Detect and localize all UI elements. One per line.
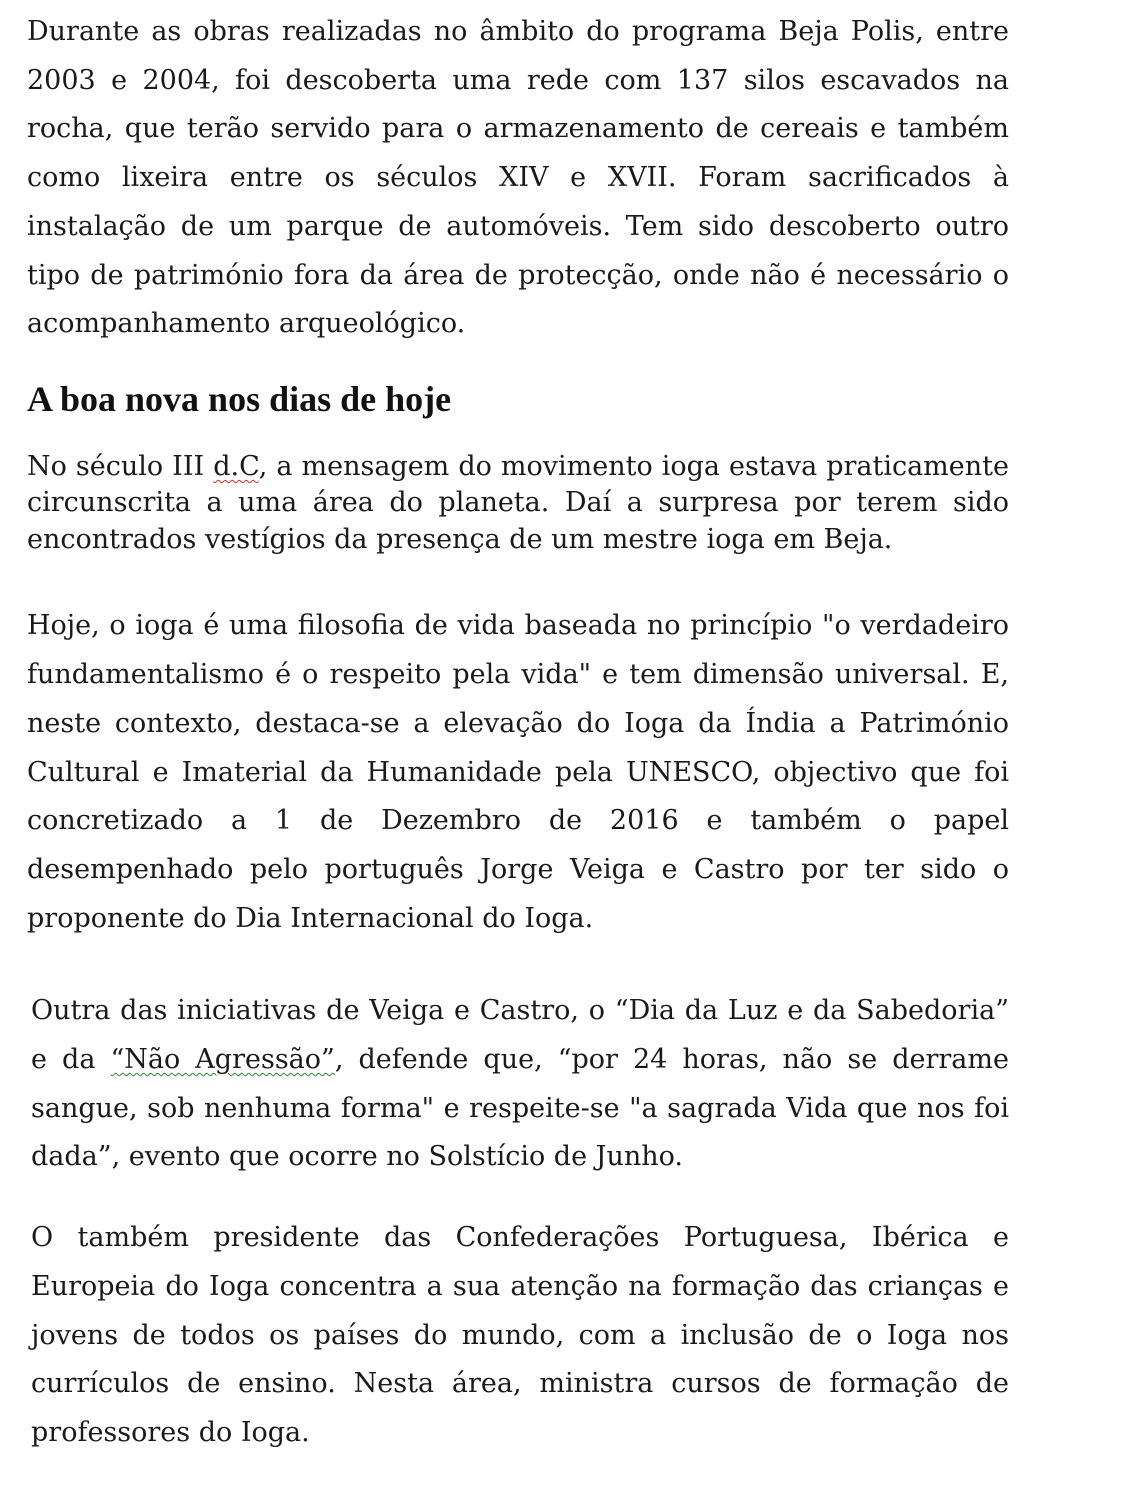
document-page [27,8,1009,1458]
section-heading: A boa nova nos dias de hoje [27,378,452,419]
paragraph-seculo-iii-text-start: No século III [27,450,214,482]
paragraph-veiga-castro-text-start: Outra das iniciativas de Veiga e Castro, o “Dia da Luz e da Sabedoria” e da [31,995,1009,1076]
paragraph-veiga-castro-text-end: , defende que, “por 24 horas, não se derrame sangue, sob nenhuma forma" e respeite-se "a sagrada Vida que nos foi dada”, evento que ocorre no Solstício de Junho. [31,1044,1009,1173]
paragraph-silos: Durante as obras realizadas no âmbito do programa Beja Polis, entre 2003 e 2004, foi descoberta uma rede com 137 silos escavados na rocha, que terão servido para o armazenamento de cereais e também como lixeira entre os séculos XIV e XVII. Foram sacrificados à instalação de um parque de automóveis. Tem sido descoberto outro tipo de património fora da área de protecção, onde não é necessário o acompanhamento arqueológico. [27,16,1009,340]
spelling-flagged-word[interactable]: d.C [213,450,259,482]
paragraph-ioga-hoje: Hoje, o ioga é uma filosofia de vida baseada no princípio "o verdadeiro fundamentalismo é o respeito pela vida" e tem dimensão universal. E, neste contexto, destaca-se a elevação do Ioga da Índia a Património Cultural e Imaterial da Humanidade pela UNESCO, objectivo que foi concretizado a 1 de Dezembro de 2016 e também o papel desempenhado pelo português Jorge Veiga e Castro por ter sido o proponente do Dia Internacional do Ioga. [27,610,1009,934]
paragraph-seculo-iii-text-end: , a mensagem do movimento ioga estava praticamente circunscrita a uma área do planeta. Daí a surpresa por terem sido encontrados vestígios da presença de um mestre ioga em Beja. [27,450,1009,555]
grammar-flagged-phrase[interactable]: “Não Agressão” [110,1044,335,1076]
paragraph-seculo-iii [27,449,1009,559]
paragraph-veiga-castro [31,987,1009,1182]
paragraph-presidente: O também presidente das Confederações Portuguesa, Ibérica e Europeia do Ioga concentra a sua atenção na formação das crianças e jovens de todos os países do mundo, com a inclusão de o Ioga nos currículos de ensino. Nesta área, ministra cursos de formação de professores do Ioga. [31,1222,1009,1448]
